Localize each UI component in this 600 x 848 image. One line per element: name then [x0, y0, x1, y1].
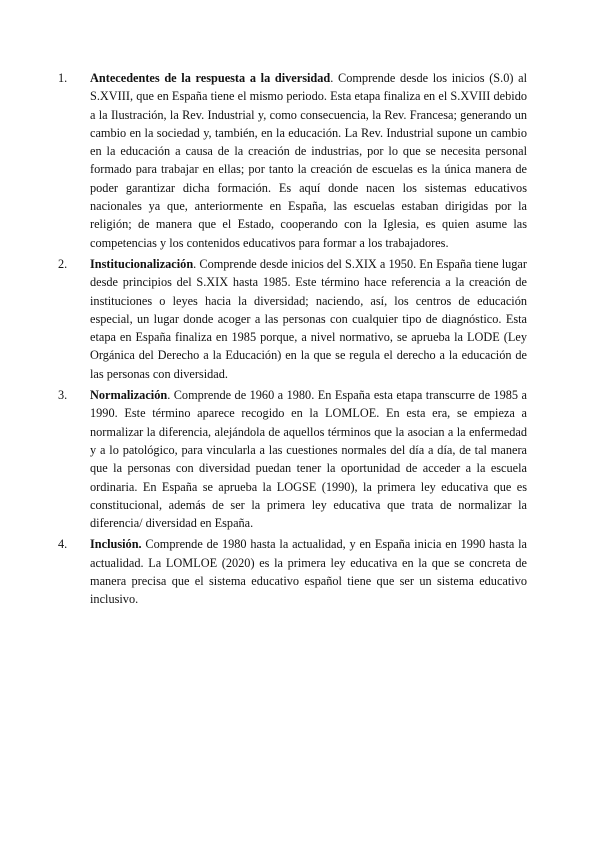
item-text: . Comprende de 1960 a 1980. En España esta etapa transcurre de 1985 a 1990. Este término aparece recogido en la LOMLOE. En esta era, se empieza a normalizar la diferencia, alejándola de aquellos términos que la asocian a la enfermedad y a lo patológico, para vincularla a las cuestiones normales del día a día, de tal manera que la personas con diversidad puedan tener la oportunidad de acceder a la escuela ordinaria. En España se aprueba la LOGSE (1990), la primera ley educativa que es constitucional, además de ser la primera ley educativa que trata de normalizar la diferencia/ diversidad en España. [90, 388, 527, 531]
item-text: . Comprende desde inicios del S.XIX a 1950. En España tiene lugar desde principios del S.XIX hasta 1985. Este término hace referencia a la creación de instituciones o leyes hacia la diversidad; naciendo, así, los centros de educación especial, un lugar donde acoger a las personas con cualquier tipo de diagnóstico. Esta etapa en España finaliza en 1985 porque, a nivel normativo, se aprueba la LODE (Ley Orgánica del Derecho a la Educación) en la que se regula el derecho a la educación de las personas con diversidad. [90, 256, 527, 381]
item-term: Normalización [90, 388, 168, 403]
item-number: 2. [58, 256, 68, 271]
list-item [58, 69, 527, 252]
list-item [58, 535, 527, 608]
item-term: Institucionalización [90, 256, 194, 271]
list-item [58, 386, 527, 532]
list-item [58, 255, 527, 383]
item-number: 3. [58, 388, 68, 403]
item-text: . Comprende desde los inicios (S.0) al S.XVIII, que en España tiene el mismo periodo. Esta etapa finaliza en el S.XVIII debido a la Ilustración, la Rev. Industrial y, como consecuencia, la Rev. Francesa; generando un cambio en la sociedad y, también, en la educación. La Rev. Industrial supone un cambio en la educación a causa de la creación de industrias, por lo que se necesita personal formado para trabajar en ellas; por tanto la creación de escuelas es la única manera de poder garantizar dicha formación. Es aquí donde nacen los sistemas educativos nacionales ya que, anteriormente en España, las escuelas estaban dirigidas por la religión; de manera que el Estado, cooperando con la Iglesia, es quien asume las competencias y los contenidos educativos para formar a los trabajadores. [90, 71, 527, 250]
item-term: Inclusión. [90, 537, 142, 552]
item-term: Antecedentes de la respuesta a la diversidad [90, 71, 331, 85]
item-number: 4. [58, 537, 68, 552]
item-number: 1. [58, 71, 68, 85]
stages-list [58, 69, 527, 612]
item-text: Comprende de 1980 hasta la actualidad, y en España inicia en 1990 hasta la actualidad. La LOMLOE (2020) es la primera ley educativa en la que se concreta de manera precisa que el sistema educativo español tiene que ser un sistema educativo inclusivo. [90, 537, 527, 607]
